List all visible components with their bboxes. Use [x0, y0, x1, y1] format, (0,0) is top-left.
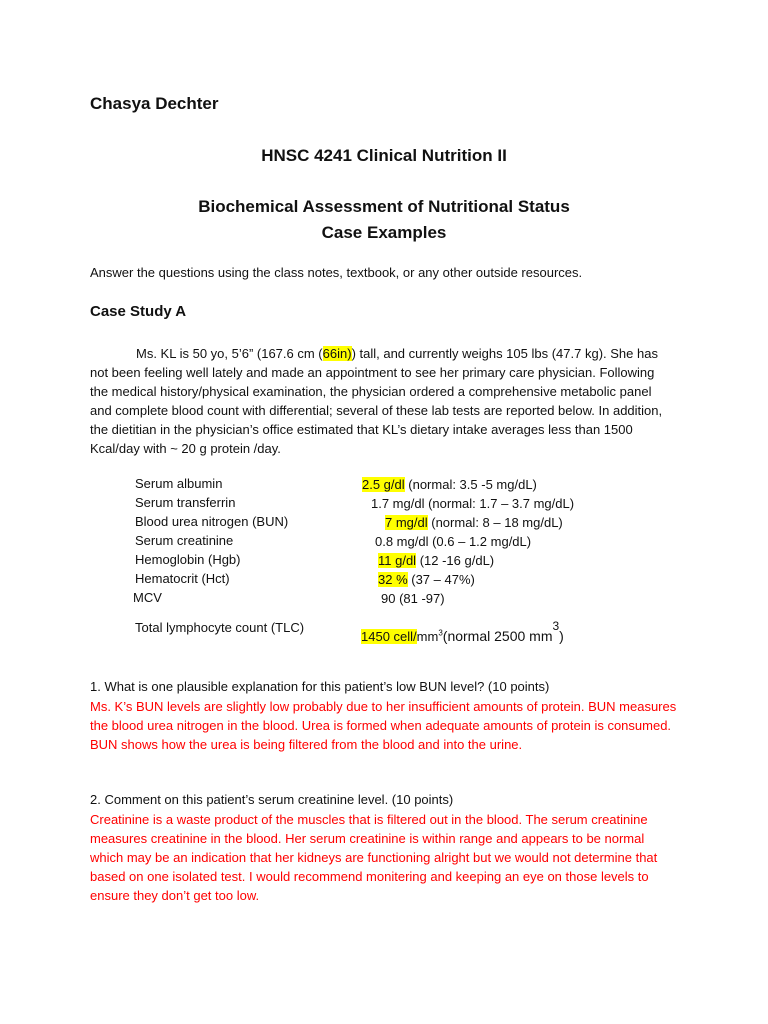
- lab-value-tlc: 1450 cell/: [361, 629, 417, 644]
- document-title: Biochemical Assessment of Nutritional Status: [198, 197, 570, 216]
- lab-value-mcv: 90: [381, 591, 396, 606]
- lab-name-hct: Hematocrit (Hct): [135, 571, 230, 586]
- lab-normal-tlc: (normal 2500 mm: [442, 628, 553, 644]
- lab-row-tlc: [361, 612, 564, 651]
- height-highlight: 66in): [322, 346, 352, 361]
- lab-row-creatinine: [375, 533, 531, 551]
- question-2: 2. Comment on this patient’s serum creatinine level. (10 points): [90, 792, 454, 807]
- case-paragraph-part2: ) tall, and currently weighs 105 lbs (47.7 kg). She has not been feeling well lately and made an appointment to see her primary care physician. Following the medical history/physical examination, the physician ordered a comprehensive metabolic panel and complete blood count with differential; several of these lab tests are reported below. In addition, the dietitian in the physician’s office estimated that KL’s dietary intake averages less than 1500 Kcal/day with ~ 20 g protein /day.: [90, 346, 663, 456]
- lab-name-hgb: Hemoglobin (Hgb): [135, 552, 241, 567]
- lab-normal-albumin: (normal: 3.5 -5 mg/dL): [404, 477, 537, 492]
- lab-normal-sup-tlc: 3: [552, 619, 560, 633]
- lab-normal-transferrin: (normal: 1.7 – 3.7 mg/dL): [424, 496, 575, 511]
- answer-2: Creatinine is a waste product of the muscles that is filtered out in the blood. The serum creatinine measures creatinine in the blood. Her serum creatinine is within range and appears to be normal which may be an indication that her kidneys are functioning alright but we would not determine that based on one isolated test. I would recommend monitering and keeping an eye on those levels to ensure they don’t get too low.: [90, 812, 658, 903]
- lab-row-transferrin: [371, 495, 574, 513]
- lab-value-creatinine: 0.8 mg/dl: [375, 534, 429, 549]
- lab-name-creatinine: Serum creatinine: [135, 533, 234, 548]
- document-subtitle: Case Examples: [321, 223, 447, 242]
- lab-normal-bun: (normal: 8 – 18 mg/dL): [427, 515, 563, 530]
- course-title: HNSC 4241 Clinical Nutrition II: [261, 146, 507, 165]
- lab-name-albumin: Serum albumin: [135, 476, 223, 491]
- lab-value-transferrin: 1.7 mg/dl: [371, 496, 425, 511]
- lab-row-hct: [378, 571, 475, 589]
- question-1: 1. What is one plausible explanation for this patient’s low BUN level? (10 points): [90, 679, 550, 694]
- lab-name-tlc: Total lymphocyte count (TLC): [135, 620, 305, 635]
- lab-row-albumin: [362, 476, 537, 494]
- lab-value-albumin: 2.5 g/dl: [362, 477, 405, 492]
- lab-row-bun: [385, 514, 563, 532]
- case-heading: Case Study A: [90, 303, 187, 320]
- lab-normal-creatinine: (0.6 – 1.2 mg/dL): [428, 534, 532, 549]
- lab-value-hgb: 11 g/dl: [378, 553, 417, 568]
- lab-value-bun: 7 mg/dl: [385, 515, 428, 530]
- case-paragraph: [90, 344, 670, 458]
- lab-normal-mcv: (81 -97): [395, 591, 445, 606]
- instructions: Answer the questions using the class notes, textbook, or any other outside resources.: [90, 265, 583, 280]
- lab-row-mcv: [381, 590, 445, 608]
- lab-unit-sup-tlc: 3: [438, 628, 443, 638]
- case-paragraph-part1: Ms. KL is 50 yo, 5’6” (167.6 cm (: [136, 346, 323, 361]
- lab-name-mcv: MCV: [133, 590, 162, 605]
- lab-name-bun: Blood urea nitrogen (BUN): [135, 514, 289, 529]
- lab-name-transferrin: Serum transferrin: [135, 495, 236, 510]
- lab-normal-hct: (37 – 47%): [407, 572, 475, 587]
- lab-unit-tlc: mm: [416, 629, 439, 644]
- lab-row-hgb: [378, 552, 494, 570]
- lab-value-hct: 32 %: [378, 572, 408, 587]
- lab-normal-hgb: (12 -16 g/dL): [416, 553, 495, 568]
- lab-normal-close-tlc: ): [559, 628, 564, 644]
- author-name: Chasya Dechter: [90, 94, 219, 113]
- answer-1: Ms. K’s BUN levels are slightly low probably due to her insufficient amounts of protein. BUN measures the blood urea nitrogen in the blood. Urea is formed when adequate amounts of protein is consumed. BUN shows how the urea is being filtered from the blood and into the urine.: [90, 699, 677, 752]
